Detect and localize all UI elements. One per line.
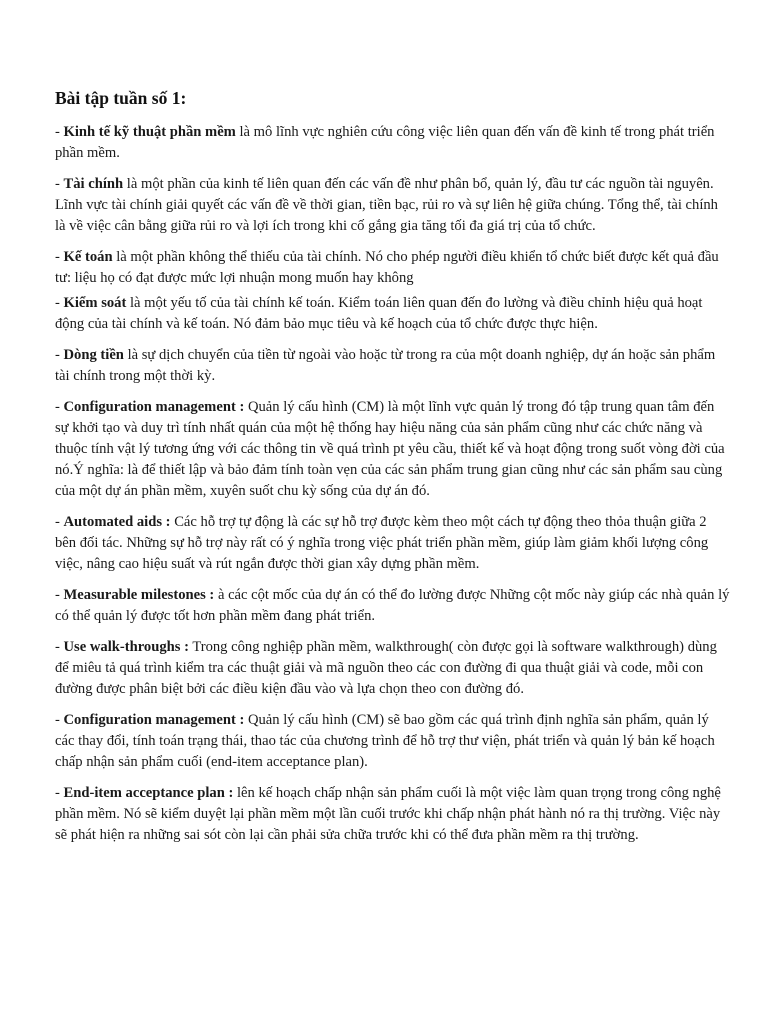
- paragraph-text: là một yếu tố của tài chính kế toán. Kiểm toán liên quan đến đo lường và điều chỉnh hiệu quả hoạt động của tài chính và kế toán. Nó đảm bảo mục tiêu và kế hoạch của tổ chức được thực hiện.: [55, 295, 703, 332]
- paragraph-term: Kiểm soát: [63, 295, 127, 311]
- paragraph-term: Use walk-throughs :: [63, 639, 189, 655]
- paragraph-prefix: -: [55, 514, 64, 530]
- paragraph-term: Automated aids :: [63, 514, 171, 530]
- paragraph-text: là một phần không thể thiếu của tài chính. Nó cho phép người điều khiển tổ chức biết được kết quả đầu tư: liệu họ có đạt được mức lợi nhuận mong muốn hay không: [55, 249, 719, 286]
- paragraph-prefix: -: [55, 249, 64, 265]
- paragraph-ke-toan: [55, 247, 730, 289]
- paragraph-kinh-te-ky-thuat-phan-mem: [55, 122, 730, 164]
- paragraph-text: à các cột mốc của dự án có thể đo lường được Những cột mốc này giúp các nhà quản lý có thể quản lý được tốt hơn phần mềm đang phát triển.: [55, 587, 730, 624]
- document-title: Bài tập tuần số 1:: [55, 88, 187, 108]
- paragraph-text: Quản lý cấu hình (CM) là một lĩnh vực quản lý trong đó tập trung quan tâm đến sự khởi tạo và duy trì tính nhất quán của một hệ thống hay hiệu năng của sản phẩm cũng như các chức năng và thuộc tính vật lý tương ứng với các thông tin về quá trình pt yêu cầu, thiết kế và hoạt động trong suốt vòng đời của nó.Ý nghĩa: là để thiết lập và bảo đảm tính toàn vẹn của các sản phẩm trung gian cũng như các sản phẩm sau cùng của một dự án phần mềm, xuyên suốt chu kỳ sống của dự án đó.: [55, 399, 725, 499]
- paragraph-configuration-management-2: [55, 710, 730, 773]
- paragraph-prefix: -: [55, 639, 64, 655]
- paragraph-text: là sự dịch chuyển của tiền từ ngoài vào hoặc từ trong ra của một doanh nghiệp, dự án hoặc sản phẩm tài chính trong một thời kỳ.: [55, 347, 716, 384]
- paragraph-prefix: -: [55, 587, 64, 603]
- paragraph-prefix: -: [55, 712, 64, 728]
- paragraph-prefix: -: [55, 295, 64, 311]
- paragraph-automated-aids: [55, 512, 730, 575]
- paragraph-term: End-item acceptance plan :: [63, 785, 234, 801]
- paragraph-text: lên kế hoạch chấp nhận sản phẩm cuối là một việc làm quan trọng trong công nghệ phần mềm. Nó sẽ kiểm duyệt lại phần mềm một lần cuối trước khi chấp nhận phát hành nó ra thị trường. Việc này sẽ phát hiện ra những sai sót còn lại cần phải sửa chữa trước khi có thể đưa phần mềm ra thị trường.: [55, 785, 721, 843]
- paragraph-term: Measurable milestones :: [63, 587, 215, 603]
- paragraph-text: Quản lý cấu hình (CM) sẽ bao gồm các quá trình định nghĩa sản phẩm, quản lý các thay đổi, tính toán trạng thái, thao tác của chương trình để hỗ trợ thư viện, phát triển và quản lý bản kế hoạch chấp nhận sản phẩm cuối (end-item acceptance plan).: [55, 712, 715, 770]
- paragraph-term: Kế toán: [63, 249, 113, 265]
- paragraph-term: Tài chính: [63, 176, 124, 192]
- paragraph-dong-tien: [55, 345, 730, 387]
- paragraph-kiem-soat: [55, 293, 730, 335]
- paragraph-end-item-acceptance-plan: [55, 783, 730, 846]
- paragraph-term: Dòng tiền: [63, 347, 124, 363]
- document-page: [55, 86, 730, 856]
- paragraph-prefix: -: [55, 399, 64, 415]
- paragraph-text: là mô lĩnh vực nghiên cứu công việc liên quan đến vấn đề kinh tế trong phát triển phần mềm.: [55, 124, 715, 161]
- paragraph-measurable-milestones: [55, 585, 730, 627]
- paragraph-prefix: -: [55, 176, 64, 192]
- paragraph-prefix: -: [55, 347, 64, 363]
- paragraph-term: Configuration management :: [63, 399, 245, 415]
- paragraph-text: Các hỗ trợ tự động là các sự hỗ trợ được kèm theo một cách tự động theo thỏa thuận giữa 2 bên đối tác. Những sự hỗ trợ này rất có ý nghĩa trong việc phát triển phần mềm, giúp làm giảm khối lượng công việc, nâng cao hiệu suất và rút ngắn được thời gian xây dựng phần mềm.: [55, 514, 709, 572]
- paragraph-text: Trong công nghiệp phần mềm, walkthrough( còn được gọi là software walkthrough) dùng để miêu tả quá trình kiểm tra các thuật giải và mã nguồn theo các con đường đi qua thuật giải và code, mỗi con đường được phân biệt bởi các điều kiện đầu vào và lựa chọn theo con đường đó.: [55, 639, 717, 697]
- paragraph-tai-chinh: [55, 174, 730, 237]
- paragraph-term: Kinh tế kỹ thuật phần mềm: [63, 124, 236, 140]
- paragraph-term: Configuration management :: [63, 712, 245, 728]
- paragraph-prefix: -: [55, 785, 64, 801]
- paragraph-configuration-management-1: [55, 397, 730, 502]
- paragraph-text: là một phần của kinh tế liên quan đến các vấn đề như phân bổ, quản lý, đầu tư các nguồn tài nguyên. Lĩnh vực tài chính giải quyết các vấn đề về thời gian, tiền bạc, rủi ro và sự liên hệ giữa chúng. Tổng thể, tài chính là về việc cân bằng giữa rủi ro và lợi ích trong khi cố gắng gia tăng tối đa giá trị của tổ chức.: [55, 176, 718, 234]
- paragraph-prefix: -: [55, 124, 64, 140]
- paragraph-use-walk-throughs: [55, 637, 730, 700]
